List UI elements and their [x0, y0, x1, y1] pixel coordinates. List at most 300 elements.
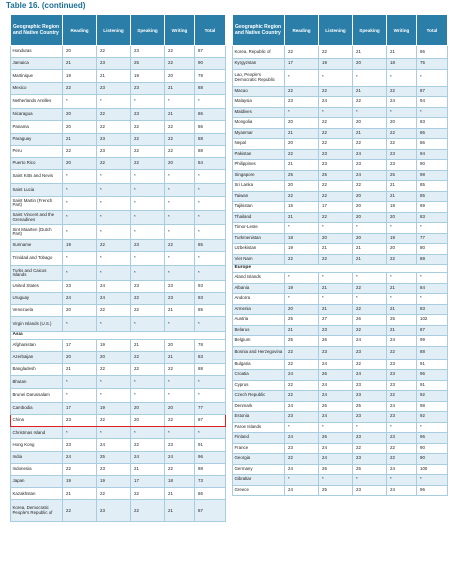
- reading-score: 24: [63, 451, 97, 463]
- header-country: Geographic Region and Native Country: [233, 15, 285, 46]
- listening-score: 22: [97, 239, 131, 251]
- table-row: [11, 121, 226, 133]
- speaking-score: 22: [353, 283, 387, 294]
- country-name: Turkmenistan: [233, 233, 285, 244]
- listening-score: 23: [319, 160, 353, 171]
- total-score: 90: [195, 58, 226, 70]
- country-name: Saint Kitts and Nevis: [11, 170, 63, 184]
- total-score: 98: [417, 401, 448, 412]
- speaking-score: 21: [131, 463, 165, 475]
- listening-score: 21: [319, 283, 353, 294]
- speaking-score: 22: [353, 139, 387, 150]
- table-row: [11, 488, 226, 500]
- reading-score: 25: [285, 315, 319, 326]
- table-row: [233, 283, 448, 294]
- table-row: [233, 191, 448, 202]
- total-score: 85: [417, 181, 448, 192]
- speaking-score: 21: [353, 244, 387, 255]
- table-row: [11, 376, 226, 388]
- total-score: 93: [195, 292, 226, 304]
- total-score: 86: [417, 46, 448, 59]
- table-row: [11, 292, 226, 304]
- reading-score: *: [63, 252, 97, 266]
- country-name: Turks and Caicos Islands: [11, 266, 63, 280]
- reading-score: *: [285, 294, 319, 305]
- total-score: 91: [417, 359, 448, 370]
- speaking-score: 23: [131, 46, 165, 58]
- table-row: [233, 118, 448, 129]
- table-body-right: [233, 46, 448, 496]
- total-score: 91: [195, 439, 226, 451]
- country-name: Japan: [11, 476, 63, 488]
- writing-score: *: [165, 196, 195, 210]
- speaking-score: 24: [353, 336, 387, 347]
- speaking-score: 20: [353, 233, 387, 244]
- reading-score: 22: [285, 454, 319, 465]
- listening-score: *: [97, 94, 131, 108]
- table-body-left: [11, 46, 226, 522]
- listening-score: 22: [97, 109, 131, 121]
- writing-score: *: [165, 266, 195, 280]
- table-row: [233, 86, 448, 97]
- table-row: [233, 304, 448, 315]
- writing-score: *: [387, 294, 417, 305]
- reading-score: 23: [63, 280, 97, 292]
- listening-score: 25: [319, 170, 353, 181]
- table-row: [11, 280, 226, 292]
- table-row: [233, 97, 448, 108]
- writing-score: 22: [387, 86, 417, 97]
- country-name: Belgium: [233, 336, 285, 347]
- country-name: Sri Lanka: [233, 181, 285, 192]
- writing-score: 22: [165, 133, 195, 145]
- speaking-score: *: [353, 475, 387, 486]
- country-name: Sint Maarten (Dutch Part): [11, 225, 63, 239]
- listening-score: 24: [97, 439, 131, 451]
- country-name: Taiwan: [233, 191, 285, 202]
- total-score: 92: [417, 391, 448, 402]
- listening-score: 22: [97, 121, 131, 133]
- speaking-score: *: [131, 252, 165, 266]
- table-row: [11, 211, 226, 225]
- country-name: Paraguay: [11, 133, 63, 145]
- speaking-score: 22: [131, 305, 165, 317]
- country-name: Virgin Islands (U.S.): [11, 317, 63, 331]
- header-speaking: Speaking: [353, 15, 387, 46]
- writing-score: *: [387, 475, 417, 486]
- speaking-score: *: [131, 317, 165, 331]
- listening-score: 19: [97, 339, 131, 351]
- table-row: [233, 315, 448, 326]
- table-row: [11, 196, 226, 210]
- speaking-score: *: [131, 94, 165, 108]
- total-score: 84: [195, 157, 226, 169]
- table-row: [233, 412, 448, 423]
- country-name: Korea, Republic of: [233, 46, 285, 59]
- listening-score: 23: [97, 133, 131, 145]
- country-name: Cyprus: [233, 380, 285, 391]
- writing-score: 22: [387, 454, 417, 465]
- writing-score: 23: [387, 433, 417, 444]
- total-score: 90: [417, 443, 448, 454]
- total-score: 83: [417, 304, 448, 315]
- reading-score: 19: [285, 244, 319, 255]
- country-name: Uruguay: [11, 292, 63, 304]
- page-title: Table 16. (continued): [6, 1, 86, 10]
- country-name: India: [11, 451, 63, 463]
- speaking-score: *: [353, 69, 387, 86]
- speaking-score: 20: [131, 402, 165, 414]
- reading-score: 20: [63, 351, 97, 363]
- country-name: Belarus: [233, 325, 285, 336]
- listening-score: 22: [319, 139, 353, 150]
- writing-score: 23: [387, 149, 417, 160]
- total-score: *: [195, 211, 226, 225]
- country-name: Bulgaria: [233, 359, 285, 370]
- speaking-score: *: [353, 223, 387, 234]
- speaking-score: 25: [131, 58, 165, 70]
- total-score: *: [195, 225, 226, 239]
- speaking-score: 23: [353, 454, 387, 465]
- reading-score: 19: [285, 283, 319, 294]
- speaking-score: *: [131, 196, 165, 210]
- country-name: Nepal: [233, 139, 285, 150]
- listening-score: 26: [319, 401, 353, 412]
- country-name: Timor-Leste: [233, 223, 285, 234]
- total-score: 90: [417, 160, 448, 171]
- total-score: 96: [417, 485, 448, 496]
- writing-score: *: [165, 376, 195, 388]
- total-score: *: [417, 273, 448, 284]
- listening-score: 24: [319, 454, 353, 465]
- total-score: 85: [195, 239, 226, 251]
- writing-score: 21: [387, 181, 417, 192]
- speaking-score: 21: [353, 128, 387, 139]
- country-name: Saint Lucia: [11, 184, 63, 196]
- total-score: 73: [195, 476, 226, 488]
- country-name: Korea, Democratic People's Republic of: [11, 500, 63, 522]
- total-score: 86: [417, 128, 448, 139]
- speaking-score: 21: [131, 339, 165, 351]
- header-reading: Reading: [285, 15, 319, 46]
- listening-score: *: [319, 69, 353, 86]
- listening-score: 22: [97, 46, 131, 58]
- header-speaking: Speaking: [131, 15, 165, 46]
- country-name: Mongolia: [233, 118, 285, 129]
- writing-score: 22: [165, 145, 195, 157]
- speaking-score: *: [131, 170, 165, 184]
- country-name: Kyrgyzstan: [233, 59, 285, 70]
- speaking-score: 23: [131, 82, 165, 94]
- total-score: 88: [195, 463, 226, 475]
- speaking-score: 23: [131, 280, 165, 292]
- table-row: [233, 422, 448, 433]
- table-row: [11, 463, 226, 475]
- listening-score: 26: [319, 433, 353, 444]
- total-score: 84: [417, 283, 448, 294]
- listening-score: 22: [319, 254, 353, 265]
- total-score: 87: [417, 86, 448, 97]
- writing-score: 22: [165, 415, 195, 427]
- listening-score: 20: [97, 351, 131, 363]
- table-row: [233, 325, 448, 336]
- table-row: [11, 46, 226, 58]
- total-score: *: [195, 252, 226, 266]
- country-name: Trinidad and Tobago: [11, 252, 63, 266]
- total-score: 96: [417, 370, 448, 381]
- writing-score: 21: [387, 304, 417, 315]
- table-row: [11, 184, 226, 196]
- total-score: 83: [417, 212, 448, 223]
- total-score: 88: [417, 346, 448, 359]
- table-row: [233, 370, 448, 381]
- writing-score: 20: [165, 339, 195, 351]
- writing-score: 20: [165, 70, 195, 82]
- total-score: *: [195, 170, 226, 184]
- table-row: [233, 128, 448, 139]
- listening-score: 21: [97, 70, 131, 82]
- listening-score: 27: [319, 315, 353, 326]
- header-total: Total: [195, 15, 226, 46]
- country-name: Viet Nam: [233, 254, 285, 265]
- speaking-score: 22: [131, 292, 165, 304]
- scores-table-left: [10, 14, 226, 522]
- listening-score: 19: [97, 476, 131, 488]
- writing-score: 23: [165, 292, 195, 304]
- listening-score: 22: [319, 128, 353, 139]
- speaking-score: 20: [353, 202, 387, 213]
- country-name: Croatia: [233, 370, 285, 381]
- writing-score: 22: [387, 254, 417, 265]
- total-score: *: [417, 223, 448, 234]
- table-row: [11, 70, 226, 82]
- country-name: Honduras: [11, 46, 63, 58]
- reading-score: 22: [285, 46, 319, 59]
- writing-score: 21: [165, 109, 195, 121]
- listening-score: 24: [319, 391, 353, 402]
- total-score: 80: [417, 244, 448, 255]
- reading-score: 22: [285, 380, 319, 391]
- table-row: [233, 380, 448, 391]
- speaking-score: 22: [131, 121, 165, 133]
- header-listening: Listening: [319, 15, 353, 46]
- table-row: [11, 351, 226, 363]
- total-score: 92: [417, 412, 448, 423]
- country-name: United States: [11, 280, 63, 292]
- writing-score: 22: [387, 391, 417, 402]
- table-row: [233, 359, 448, 370]
- table-header-row: [233, 15, 448, 46]
- speaking-score: 22: [131, 133, 165, 145]
- speaking-score: 23: [353, 433, 387, 444]
- country-name: Mexico: [11, 82, 63, 94]
- writing-score: *: [165, 170, 195, 184]
- total-score: 75: [417, 59, 448, 70]
- total-score: 86: [417, 139, 448, 150]
- listening-score: 23: [97, 58, 131, 70]
- listening-score: 22: [319, 191, 353, 202]
- writing-score: *: [165, 317, 195, 331]
- speaking-score: 23: [353, 391, 387, 402]
- region-label: Asia: [11, 331, 226, 339]
- speaking-score: 24: [131, 451, 165, 463]
- country-name: Denmark: [233, 401, 285, 412]
- country-name: Estonia: [233, 412, 285, 423]
- listening-score: *: [97, 427, 131, 439]
- writing-score: 24: [387, 464, 417, 475]
- writing-score: 22: [387, 443, 417, 454]
- listening-score: 22: [319, 86, 353, 97]
- speaking-score: *: [353, 422, 387, 433]
- country-name: Macao: [233, 86, 285, 97]
- reading-score: 24: [285, 370, 319, 381]
- table-row: [11, 427, 226, 439]
- writing-score: 21: [387, 325, 417, 336]
- listening-score: 23: [319, 346, 353, 359]
- reading-score: 17: [63, 402, 97, 414]
- total-score: 94: [417, 149, 448, 160]
- reading-score: *: [63, 211, 97, 225]
- table-row: [11, 415, 226, 427]
- country-name: Bosnia and Herzegovina: [233, 346, 285, 359]
- speaking-score: 22: [131, 351, 165, 363]
- writing-score: *: [387, 69, 417, 86]
- table-row: [233, 181, 448, 192]
- total-score: 93: [195, 280, 226, 292]
- country-name: Pakistan: [233, 149, 285, 160]
- total-score: 96: [417, 433, 448, 444]
- speaking-score: 24: [353, 170, 387, 181]
- listening-score: *: [97, 196, 131, 210]
- table-row: [233, 107, 448, 118]
- writing-score: *: [165, 388, 195, 402]
- table-row: [233, 69, 448, 86]
- total-score: 83: [195, 351, 226, 363]
- speaking-score: 22: [353, 359, 387, 370]
- total-score: *: [417, 294, 448, 305]
- total-score: 77: [417, 233, 448, 244]
- reading-score: *: [63, 225, 97, 239]
- listening-score: 22: [319, 212, 353, 223]
- reading-score: 22: [285, 359, 319, 370]
- reading-score: 17: [285, 59, 319, 70]
- listening-score: 17: [319, 202, 353, 213]
- country-name: Georgia: [233, 454, 285, 465]
- region-section-row: [233, 265, 448, 273]
- writing-score: 23: [387, 160, 417, 171]
- speaking-score: 22: [353, 181, 387, 192]
- writing-score: 23: [387, 380, 417, 391]
- writing-score: 21: [165, 500, 195, 522]
- reading-score: 21: [63, 488, 97, 500]
- header-writing: Writing: [165, 15, 195, 46]
- table-row: [233, 454, 448, 465]
- reading-score: 24: [285, 433, 319, 444]
- table-row: [11, 317, 226, 331]
- speaking-score: 22: [131, 157, 165, 169]
- listening-score: 24: [319, 412, 353, 423]
- speaking-score: 22: [353, 325, 387, 336]
- table-row: [11, 451, 226, 463]
- writing-score: 24: [387, 97, 417, 108]
- reading-score: 21: [63, 133, 97, 145]
- listening-score: *: [97, 184, 131, 196]
- reading-score: 22: [285, 346, 319, 359]
- reading-score: *: [63, 376, 97, 388]
- country-name: Bangladesh: [11, 364, 63, 376]
- region-label: Europe: [233, 265, 448, 273]
- listening-score: *: [97, 388, 131, 402]
- writing-score: 20: [165, 402, 195, 414]
- table-row: [11, 388, 226, 402]
- reading-score: *: [285, 223, 319, 234]
- writing-score: 21: [387, 283, 417, 294]
- listening-score: 24: [97, 292, 131, 304]
- reading-score: *: [63, 170, 97, 184]
- reading-score: *: [285, 107, 319, 118]
- total-score: 78: [195, 339, 226, 351]
- writing-score: *: [387, 223, 417, 234]
- total-score: 86: [195, 488, 226, 500]
- reading-score: *: [63, 427, 97, 439]
- reading-score: *: [285, 475, 319, 486]
- table-row: [233, 160, 448, 171]
- total-score: *: [417, 422, 448, 433]
- table-row: [11, 58, 226, 70]
- table-row: [11, 133, 226, 145]
- writing-score: 24: [387, 485, 417, 496]
- speaking-score: *: [131, 225, 165, 239]
- speaking-score: 22: [131, 145, 165, 157]
- speaking-score: 20: [131, 415, 165, 427]
- table-row: [11, 305, 226, 317]
- reading-score: 25: [285, 170, 319, 181]
- writing-score: *: [165, 252, 195, 266]
- listening-score: *: [97, 225, 131, 239]
- total-score: 99: [417, 336, 448, 347]
- reading-score: 22: [285, 391, 319, 402]
- listening-score: 23: [319, 149, 353, 160]
- speaking-score: 22: [131, 500, 165, 522]
- country-name: Indonesia: [11, 463, 63, 475]
- table-row: [233, 170, 448, 181]
- country-name: Faroe Islands: [233, 422, 285, 433]
- speaking-score: 21: [353, 254, 387, 265]
- writing-score: *: [165, 184, 195, 196]
- listening-score: 22: [97, 415, 131, 427]
- total-score: *: [195, 317, 226, 331]
- table-row: [233, 212, 448, 223]
- speaking-score: 23: [131, 109, 165, 121]
- speaking-score: *: [353, 294, 387, 305]
- speaking-score: 23: [353, 160, 387, 171]
- speaking-score: *: [353, 107, 387, 118]
- country-name: Netherlands Antilles: [11, 94, 63, 108]
- reading-score: 23: [285, 412, 319, 423]
- total-score: 102: [417, 315, 448, 326]
- writing-score: 23: [387, 370, 417, 381]
- listening-score: *: [319, 107, 353, 118]
- listening-score: 22: [319, 46, 353, 59]
- listening-score: 21: [319, 304, 353, 315]
- total-score: 88: [195, 145, 226, 157]
- country-name: Peru: [11, 145, 63, 157]
- writing-score: 22: [165, 121, 195, 133]
- speaking-score: 22: [131, 488, 165, 500]
- reading-score: *: [63, 266, 97, 280]
- reading-score: 20: [63, 121, 97, 133]
- total-score: 87: [195, 500, 226, 522]
